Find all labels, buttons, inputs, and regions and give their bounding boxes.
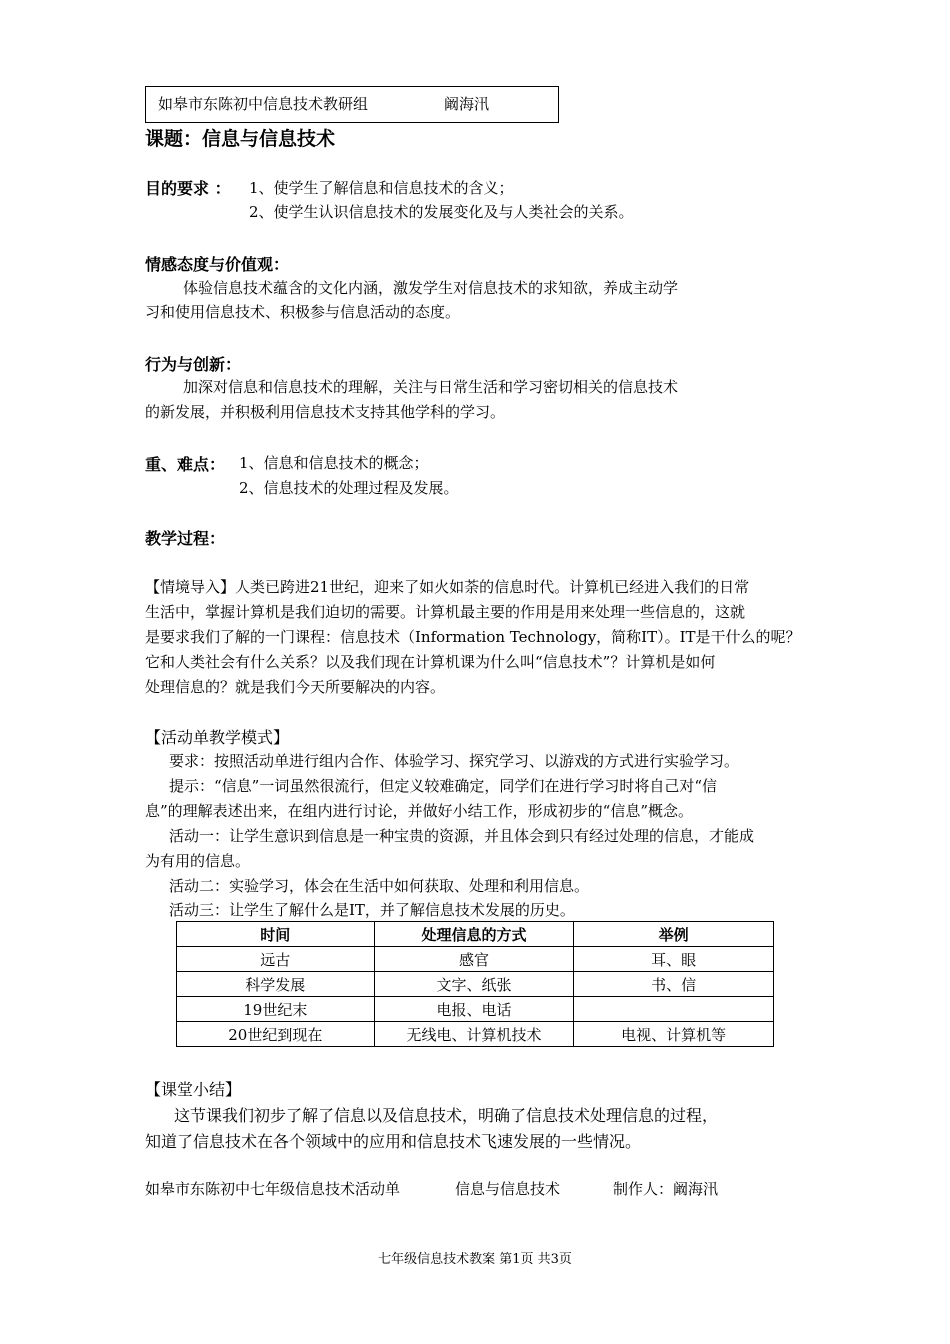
table-cell: 感官 (374, 947, 574, 972)
activity-one: 为有用的信息。 (145, 852, 251, 870)
goals-label: 目的要求 ： (145, 179, 231, 198)
table-row (177, 1022, 774, 1047)
process-label: 教学过程： (145, 529, 226, 548)
intro-line: 生活中，掌握计算机是我们迫切的需要。计算机最主要的作用是用来处理一些信息的，这就 (145, 603, 746, 621)
header-org: 如皋市东陈初中信息技术教研组 (158, 95, 369, 113)
table-cell: 无线电、计算机技术 (374, 1022, 574, 1047)
intro-line: 它和人类社会有什么关系？以及我们现在计算机课为什么叫“信息技术”？计算机是如何 (145, 653, 716, 671)
goal-item: 2、使学生认识信息技术的发展变化及与人类社会的关系。 (249, 203, 634, 221)
intro-line: 是要求我们了解的一门课程：信息技术（Information Technology，简称IT）。IT是干什么的呢？ (145, 628, 801, 646)
signature-school: 如皋市东陈初中七年级信息技术活动单 (145, 1180, 401, 1198)
keypoint-item: 2、信息技术的处理过程及发展。 (239, 479, 459, 497)
behavior-label: 行为与创新： (145, 355, 242, 374)
emotion-line: 习和使用信息技术、积极参与信息活动的态度。 (145, 303, 461, 321)
table-cell: 20世纪到现在 (177, 1022, 375, 1047)
activity-label: 【活动单教学模式】 (145, 728, 290, 747)
table-cell (574, 997, 774, 1022)
signature-maker: 制作人：阚海汛 (613, 1180, 719, 1198)
table-cell: 电报、电话 (374, 997, 574, 1022)
table-header-cell: 时间 (177, 922, 375, 947)
emotion-label: 情感态度与价值观： (145, 255, 290, 274)
keypoints-label: 重、难点： (145, 455, 226, 474)
activity-requirement: 要求：按照活动单进行组内合作、体验学习、探究学习、以游戏的方式进行实验学习。 (169, 752, 740, 770)
table-cell: 电视、计算机等 (574, 1022, 774, 1047)
goal-item: 1、使学生了解信息和信息技术的含义； (249, 179, 514, 197)
behavior-line: 的新发展，并积极利用信息技术支持其他学科的学习。 (145, 403, 506, 421)
emotion-line: 体验信息技术蕴含的文化内涵，激发学生对信息技术的求知欲，养成主动学 (183, 279, 679, 297)
table-row (177, 997, 774, 1022)
lesson-title: 课题：信息与信息技术 (145, 128, 336, 150)
table-row (177, 972, 774, 997)
activity-tip: 提示：“信息”一词虽然很流行，但定义较难确定，同学们在进行学习时将自己对“信 (169, 777, 718, 795)
activity-tip: 息”的理解表述出来，在组内进行讨论，并做好小结工作，形成初步的“信息”概念。 (145, 802, 694, 820)
keypoint-item: 1、信息和信息技术的概念； (239, 454, 429, 472)
summary-line: 这节课我们初步了解了信息以及信息技术，明确了信息技术处理信息的过程， (174, 1106, 719, 1125)
table-header-row (177, 922, 774, 947)
history-table (176, 921, 774, 1047)
intro-line: 处理信息的？就是我们今天所要解决的内容。 (145, 678, 446, 696)
behavior-line: 加深对信息和信息技术的理解，关注与日常生活和学习密切相关的信息技术 (183, 378, 679, 396)
table-cell: 耳、眼 (574, 947, 774, 972)
table-header-cell: 处理信息的方式 (374, 922, 574, 947)
page-footer: 七年级信息技术教案 第1页 共3页 (378, 1252, 572, 1267)
table-header-cell: 举例 (574, 922, 774, 947)
header-author: 阚海汛 (444, 95, 490, 113)
header-box (145, 86, 559, 123)
activity-one: 活动一：让学生意识到信息是一种宝贵的资源，并且体会到只有经过处理的信息，才能成 (169, 827, 755, 845)
table-cell: 文字、纸张 (374, 972, 574, 997)
table-cell: 远古 (177, 947, 375, 972)
activity-three: 活动三：让学生了解什么是IT，并了解信息技术发展的历史。 (169, 901, 575, 919)
table-cell: 科学发展 (177, 972, 375, 997)
table-row (177, 947, 774, 972)
table-cell: 19世纪末 (177, 997, 375, 1022)
activity-two: 活动二：实验学习，体会在生活中如何获取、处理和利用信息。 (169, 877, 590, 895)
table-cell: 书、信 (574, 972, 774, 997)
summary-label: 【课堂小结】 (145, 1080, 242, 1099)
intro-line: 【情境导入】人类已跨进21世纪，迎来了如火如荼的信息时代。计算机已经进入我们的日常 (145, 578, 750, 596)
signature-topic: 信息与信息技术 (455, 1180, 561, 1198)
summary-line: 知道了信息技术在各个领域中的应用和信息技术飞速发展的一些情况。 (145, 1132, 642, 1151)
